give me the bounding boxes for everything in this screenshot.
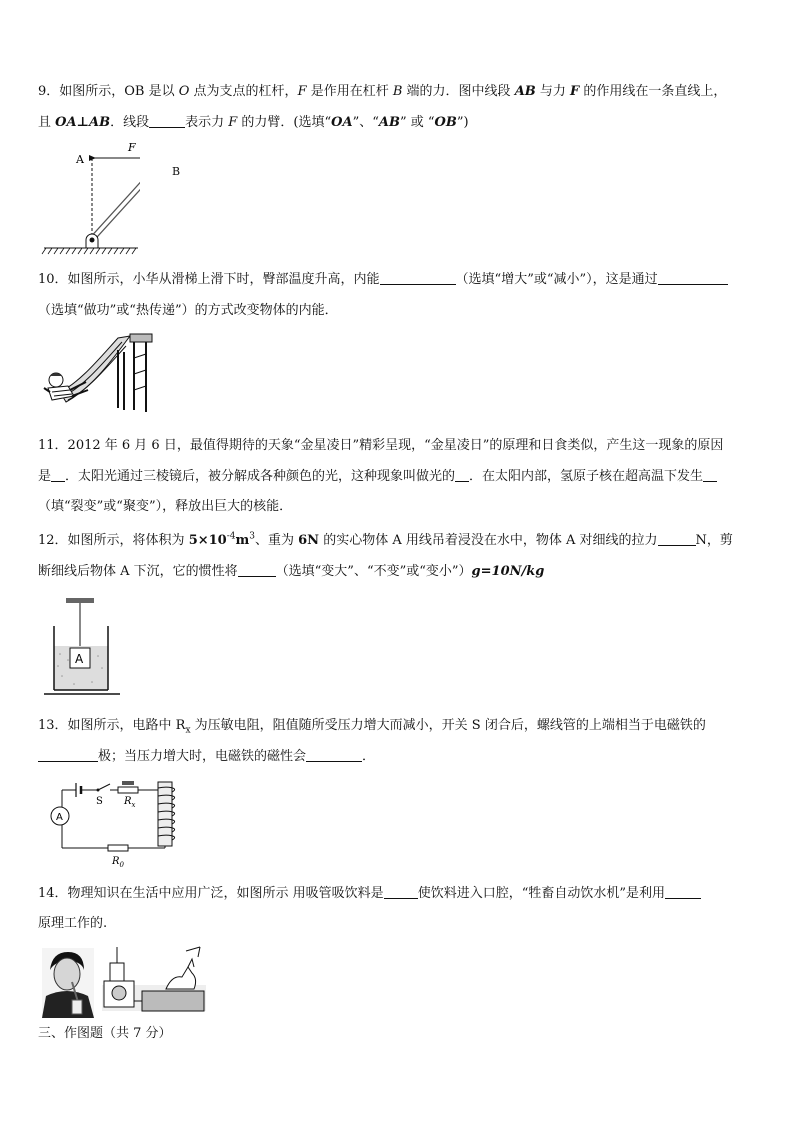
q11-blank2[interactable] xyxy=(455,467,469,482)
section-3-heading: 三、作图题（共 7 分） xyxy=(38,1026,172,1041)
q9-line1: 9．如图所示，OB 是以 O 点为支点的杠杆，F 是作用在杠杆 B 端的力．图中线段 AB 与力 F 的作用线在一条直线上， xyxy=(38,84,727,99)
q12-line1: 12．如图所示，将体积为 $5\times 10^{-4}m^3$、重为 6N 的实心物体 A 用线吊着浸没在水中，物体 A 对细线的拉力 N，剪 xyxy=(38,531,733,548)
beaker-figure xyxy=(42,596,122,698)
q10-line1: 10．如图所示，小华从滑梯上滑下时，臀部温度升高，内能 （选填“增大”或“减小”），这是通过 xyxy=(38,270,756,290)
q11-line2: 是 ．太阳光通过三棱镜后，被分解成各种颜色的光，这种现象叫做光的 ．在太阳内部，氢原子核在超高温下发生 xyxy=(38,467,756,487)
object-a-label: A xyxy=(75,652,84,666)
q11-blank3[interactable] xyxy=(703,467,717,482)
q13-blank2[interactable] xyxy=(306,747,362,762)
q10-blank2[interactable] xyxy=(658,270,728,285)
straw-photo xyxy=(42,948,94,1018)
q11-line3: （填“裂变”或“聚变”），释放出巨大的核能． xyxy=(38,499,293,514)
q9-blank[interactable] xyxy=(149,113,185,128)
q13-line2: 极；当压力增大时，电磁铁的磁性会 ． xyxy=(38,747,756,767)
q12-blank1[interactable] xyxy=(658,531,696,546)
label-b: B xyxy=(172,165,181,178)
slide-figure xyxy=(40,330,156,416)
q13-blank1[interactable] xyxy=(38,747,98,762)
drinker-figure xyxy=(102,945,206,1019)
switch-label: S xyxy=(96,796,103,807)
q14-blank1[interactable] xyxy=(384,884,418,899)
q12-blank2[interactable] xyxy=(238,562,276,577)
q14-line1: 14．物理知识在生活中应用广泛，如图所示 用吸管吸饮料是 使饮料进入口腔，“牲畜自动饮水机”是利用 xyxy=(38,884,756,904)
q9-line2: 且 OA⊥AB．线段 表示力 F 的力臂．(选填“OA”、“AB” 或 “OB”) xyxy=(38,115,469,130)
q10-line2: （选填“做功”或“热传递”）的方式改变物体的内能． xyxy=(38,303,338,318)
q11-blank1[interactable] xyxy=(51,467,65,482)
q10-blank1[interactable] xyxy=(380,270,456,285)
q11-line1: 11．2012 年 6 月 6 日，最值得期待的天象“金星凌日”精彩呈现，“金星凌日”的原理和日食类似，产生这一现象的原因 xyxy=(38,438,724,453)
lever-figure xyxy=(40,140,140,258)
q13-line1: 13．如图所示，电路中 $R_x$ 为压敏电阻，阻值随所受压力增大而减小，开关 S 闭合后，螺线管的上端相当于电磁铁的 xyxy=(38,718,706,736)
ammeter-label: A xyxy=(56,812,63,823)
label-a: A xyxy=(76,153,84,166)
r0-label: $R_0$ xyxy=(112,856,124,868)
q14-line2: 原理工作的. xyxy=(38,916,108,931)
label-f: F xyxy=(128,141,136,154)
q12-line2: 断细线后物体 A 下沉，它的惯性将 （选填“变大”、“不变”或“变小”）g=10N/kg xyxy=(38,564,545,579)
q14-blank2[interactable] xyxy=(665,884,701,899)
circuit-figure xyxy=(40,776,190,868)
rx-label: $R_x$ xyxy=(124,796,136,809)
